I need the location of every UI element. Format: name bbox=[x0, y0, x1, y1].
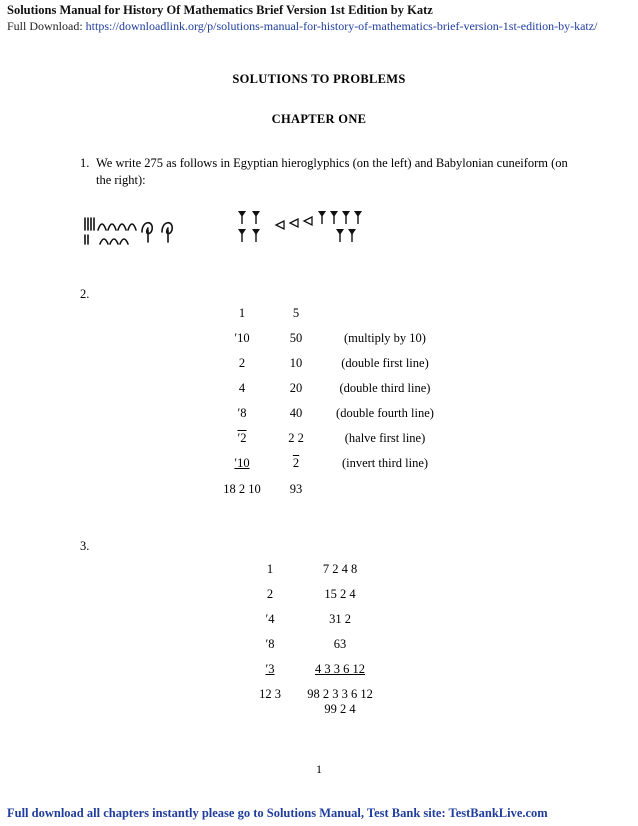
problem-2-table bbox=[0, 306, 638, 506]
cell-multiplier: ′2 bbox=[237, 431, 247, 445]
section-title: SOLUTIONS TO PROBLEMS bbox=[232, 72, 406, 86]
cell-note: (halve first line) bbox=[344, 431, 426, 445]
problem-1-number: 1. bbox=[80, 156, 90, 170]
problem-3-table bbox=[0, 562, 638, 732]
cell-product: 20 bbox=[289, 381, 303, 395]
cell-multiplier: 2 bbox=[238, 356, 246, 370]
document-header-title: Solutions Manual for History Of Mathematics Brief Version 1st Edition by Katz bbox=[7, 3, 433, 17]
cell-product: 2 2 bbox=[288, 431, 304, 445]
cell-multiplier: 4 bbox=[238, 381, 246, 395]
problem-3-number: 3. bbox=[80, 539, 90, 553]
cell-multiplier: ′10 bbox=[234, 456, 250, 470]
cell-product: 4 3 3 6 12 bbox=[315, 662, 365, 676]
problem-2-number: 2. bbox=[80, 287, 90, 301]
cell-product: 31 2 bbox=[329, 612, 351, 626]
cell-note: (double fourth line) bbox=[336, 406, 434, 420]
cell-note: (multiply by 10) bbox=[344, 331, 426, 345]
egyptian-hieroglyphics-275 bbox=[80, 210, 190, 248]
page-number: 1 bbox=[316, 762, 322, 776]
cell-product: 5 bbox=[292, 306, 300, 320]
footer-promo: Full download all chapters instantly please go to Solutions Manual, Test Bank site: TestBankLive.com bbox=[7, 806, 548, 820]
cell-multiplier: ′10 bbox=[234, 331, 250, 345]
babylonian-cuneiform-275 bbox=[234, 207, 364, 247]
cell-multiplier: ′3 bbox=[265, 662, 275, 676]
cell-multiplier: ′8 bbox=[237, 406, 247, 420]
cell-product: 98 2 3 3 6 12 bbox=[307, 687, 373, 701]
cell-multiplier: 1 bbox=[238, 306, 246, 320]
cell-multiplier: 12 3 bbox=[259, 687, 281, 701]
cell-product: 93 bbox=[289, 482, 303, 496]
cell-multiplier: ′8 bbox=[265, 637, 275, 651]
cell-product: 10 bbox=[289, 356, 303, 370]
cell-product: 15 2 4 bbox=[324, 587, 356, 601]
cell-note: (double third line) bbox=[339, 381, 431, 395]
download-line bbox=[7, 19, 597, 34]
cell-product: 2 bbox=[292, 456, 300, 470]
cell-product: 40 bbox=[289, 406, 303, 420]
cell-product: 63 bbox=[333, 637, 347, 651]
problem-1-text: We write 275 as follows in Egyptian hieroglyphics (on the left) and Babylonian cuneiform (on the right): bbox=[96, 156, 568, 187]
cell-multiplier: 18 2 10 bbox=[223, 482, 261, 496]
cell-multiplier: ′4 bbox=[265, 612, 275, 626]
cell-product: 50 bbox=[289, 331, 303, 345]
download-link[interactable]: https://downloadlink.org/p/solutions-manual-for-history-of-mathematics-brief-version-1st-edition-by-katz/ bbox=[85, 19, 598, 33]
chapter-title: CHAPTER ONE bbox=[271, 112, 367, 126]
cell-product: 7 2 4 8 bbox=[322, 562, 358, 576]
cell-multiplier: 2 bbox=[266, 587, 274, 601]
cell-note: (double first line) bbox=[341, 356, 429, 370]
cell-multiplier: 1 bbox=[266, 562, 274, 576]
cell-product-sum: 99 2 4 bbox=[324, 702, 356, 716]
cell-note: (invert third line) bbox=[341, 456, 429, 470]
download-prefix: Full Download: bbox=[7, 19, 86, 33]
